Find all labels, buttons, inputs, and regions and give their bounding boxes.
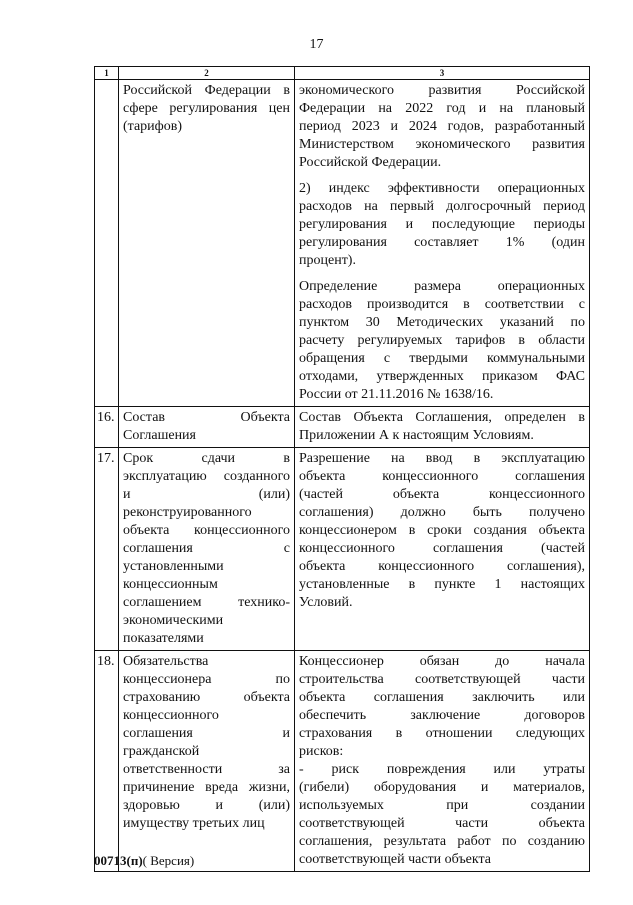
row-content	[295, 448, 590, 651]
content-line: обеспечить заключение договоров	[299, 708, 585, 723]
content-paragraph	[299, 653, 585, 869]
row-number	[95, 80, 119, 407]
content-paragraph	[299, 450, 585, 612]
content-line: регулирования и последующие периоды	[299, 217, 585, 232]
content-line: используемых при создании	[299, 798, 585, 813]
row-content	[295, 407, 590, 448]
title-line: Обязательства	[123, 654, 209, 669]
header-col-2: 2	[119, 67, 295, 80]
row-content	[295, 651, 590, 872]
row-title	[119, 407, 295, 448]
row-title	[119, 651, 295, 872]
row-number: 18.	[95, 651, 119, 872]
page-number: 17	[309, 37, 324, 52]
document-table	[94, 66, 590, 872]
content-line: Состав Объекта Соглашения, определен в	[299, 410, 585, 425]
row-content	[295, 80, 590, 407]
content-line: Концессионер обязан до начала	[299, 654, 585, 669]
table-row	[95, 407, 590, 448]
table-header-row	[95, 67, 590, 80]
title-line: Соглашения	[123, 428, 196, 443]
content-line: рисков:	[299, 744, 344, 759]
content-line: соглашения, результата работ по созданию	[299, 834, 585, 849]
title-line: (тарифов)	[123, 119, 183, 134]
content-line: Приложении А к настоящим Условиям.	[299, 428, 534, 443]
content-line: обращения с твердыми коммунальными	[299, 351, 585, 366]
content-line: период 2023 и 2024 годов, разработанный	[299, 119, 585, 134]
content-line: Министерством экономического развития	[299, 137, 585, 152]
title-line: объекта концессионного	[123, 523, 290, 538]
content-line: Федерации на 2022 год и на плановый	[299, 101, 585, 116]
content-line: экономического развития Российской	[299, 83, 585, 98]
title-line: Срок сдачи в	[123, 451, 290, 466]
content-line: (частей объекта концессионного	[299, 487, 585, 502]
content-line: расчету регулируемых тарифов в области	[299, 333, 585, 348]
title-line: экономическими	[123, 613, 224, 628]
content-line: пунктом 30 Методических указаний по	[299, 315, 585, 330]
content-line: Разрешение на ввод в эксплуатацию	[299, 451, 585, 466]
content-line: отходами, утвержденных приказом ФАС	[299, 369, 585, 384]
document-version: ( Версия)	[142, 853, 195, 868]
content-line: расходов производится в соответствии с	[299, 297, 585, 312]
content-line: строительства соответствующей части	[299, 672, 585, 687]
content-line: Условий.	[299, 595, 353, 610]
content-line: концессионного соглашения (частей	[299, 541, 585, 556]
title-line: соглашения с	[123, 541, 290, 556]
title-line: ответственности за	[123, 762, 290, 777]
content-line: - риск повреждения или утраты	[299, 762, 585, 777]
title-line: Состав Объекта	[123, 410, 290, 425]
row-number: 17.	[95, 448, 119, 651]
content-line: объекта концессионного соглашения),	[299, 559, 585, 574]
header-col-3: 3	[295, 67, 590, 80]
content-line: концессионером в сроки создания объекта	[299, 523, 585, 538]
title-line: соглашения и	[123, 726, 290, 741]
content-line: (гибели) оборудования и материалов,	[299, 780, 585, 795]
title-line: соглашением технико-	[123, 595, 290, 610]
title-line: показателями	[123, 631, 204, 646]
content-line: расходов на первый долгосрочный период	[299, 199, 585, 214]
content-line: России от 21.11.2016 № 1638/16.	[299, 387, 494, 402]
header-col-1: 1	[95, 67, 119, 80]
title-line: страхованию объекта	[123, 690, 290, 705]
content-line: соответствующей части объекта	[299, 852, 492, 867]
title-line: здоровью и (или)	[123, 798, 290, 813]
table-row	[95, 651, 590, 872]
table-row	[95, 448, 590, 651]
content-line: 2) индекс эффективности операционных	[299, 181, 585, 196]
content-line: соответствующей части объекта	[299, 816, 585, 831]
title-line: и (или)	[123, 487, 290, 502]
title-line: Российской Федерации в	[123, 83, 290, 98]
title-line: сфере регулирования цен	[123, 101, 290, 116]
content-paragraph	[299, 82, 585, 172]
document-code: 00713(п)	[94, 853, 143, 868]
content-paragraph	[299, 409, 585, 445]
title-line: гражданской	[123, 744, 200, 759]
content-line: Российской Федерации.	[299, 155, 442, 170]
document-footer	[94, 853, 194, 869]
title-line: концессионным	[123, 577, 218, 592]
row-title	[119, 80, 295, 407]
title-line: концессионера по	[123, 672, 290, 687]
title-line: реконструированного	[123, 505, 252, 520]
content-paragraph	[299, 278, 585, 404]
content-line: страхования в отношении следующих	[299, 726, 585, 741]
content-line: объекта концессионного соглашения	[299, 469, 585, 484]
content-line: Определение размера операционных	[299, 279, 585, 294]
title-line: установленными	[123, 559, 224, 574]
content-line: регулирования составляет 1% (один	[299, 235, 585, 250]
title-line: эксплуатацию созданного	[123, 469, 290, 484]
content-line: объекта соглашения заключить или	[299, 690, 585, 705]
title-line: имуществу третьих лиц	[123, 816, 265, 831]
content-paragraph	[299, 180, 585, 270]
title-line: причинение вреда жизни,	[123, 780, 290, 795]
content-line: процент).	[299, 253, 356, 268]
table-row	[95, 80, 590, 407]
row-title	[119, 448, 295, 651]
content-line: соглашения) должно быть получено	[299, 505, 585, 520]
content-line: установленные в пункте 1 настоящих	[299, 577, 585, 592]
row-number: 16.	[95, 407, 119, 448]
title-line: концессионного	[123, 708, 219, 723]
